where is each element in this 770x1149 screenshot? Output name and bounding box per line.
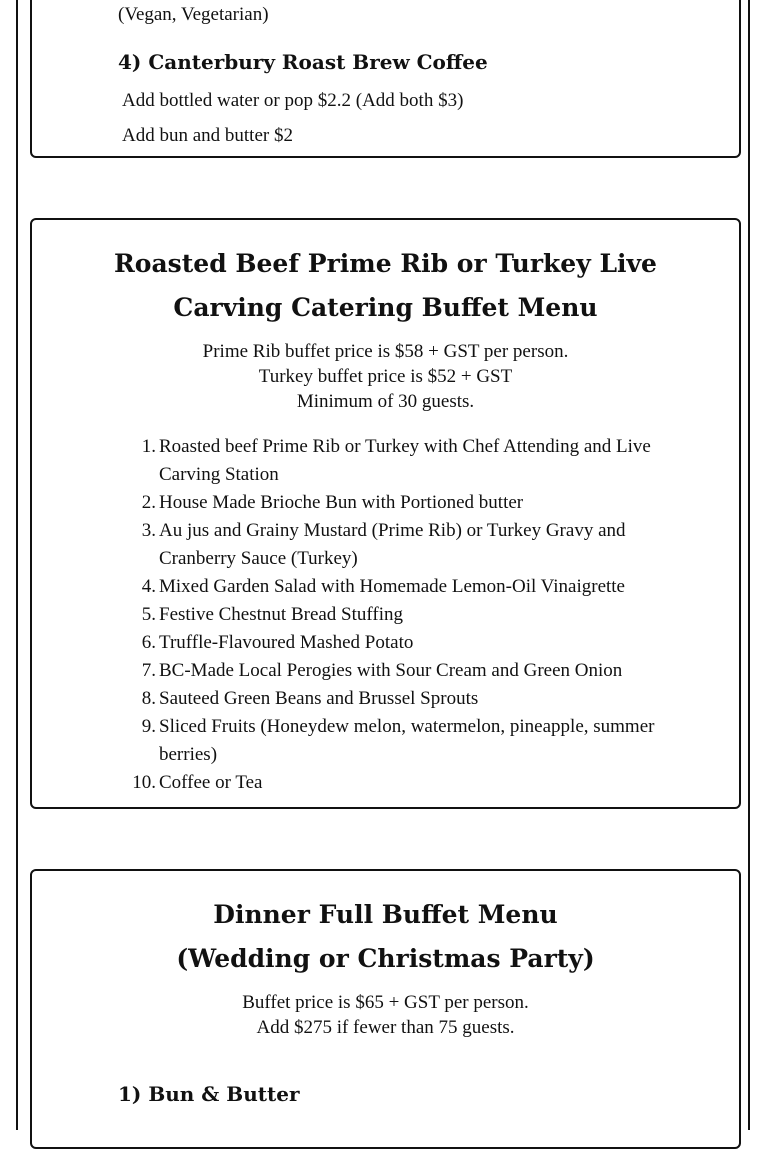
dinner-buffet-card [30,869,741,1149]
dinner-title-line1: Dinner Full Buffet Menu [213,900,558,929]
dinner-price: Buffet price is $65 + GST per person. [242,992,529,1013]
diet-note: (Vegan, Vegetarian) [118,4,269,25]
prime-rib-card [30,218,741,809]
minimum-guests: Minimum of 30 guests. [296,391,475,412]
prime-rib-menu-list: 1. Roasted beef Prime Rib or Turkey with Chef Attending and Live Carving Station 2. House Made Brioche Bun with Portioned butter 3. Au jus and Grainy Mustard (Prime Rib) or Turkey Gravy and Cranberry Sauce (Turkey) 4. Mixed Garden Salad with Homemade Lemon-Oil Vinaigrette 5. Festive Chestnut Bread Stuffing 6. Truffle-Flavoured Mashed Potato 7. BC-Made Local Perogies with Sour Cream and Green Onion 8. Sauteed Green Beans and Brussel Sprouts 9. Sliced Fruits (Honeydew melon, watermelon, pineapple, summer berries) 10. Coffee or Tea [132,436,655,793]
top-menu-card [30,0,741,158]
dinner-item1-heading: 1) Bun & Butter [118,1082,300,1106]
item4-heading: 4) Canterbury Roast Brew Coffee [118,50,488,74]
dinner-title-line2: (Wedding or Christmas Party) [176,944,595,973]
prime-rib-title-line2: Carving Catering Buffet Menu [173,293,598,322]
prime-rib-price: Prime Rib buffet price is $58 + GST per person. [202,341,569,362]
addon-bun: Add bun and butter $2 [122,125,293,146]
addon-drinks: Add bottled water or pop $2.2 (Add both $3) [122,90,464,111]
turkey-price: Turkey buffet price is $52 + GST [258,366,513,387]
prime-rib-title-line1: Roasted Beef Prime Rib or Turkey Live [114,249,657,278]
dinner-surcharge: Add $275 if fewer than 75 guests. [256,1017,515,1038]
